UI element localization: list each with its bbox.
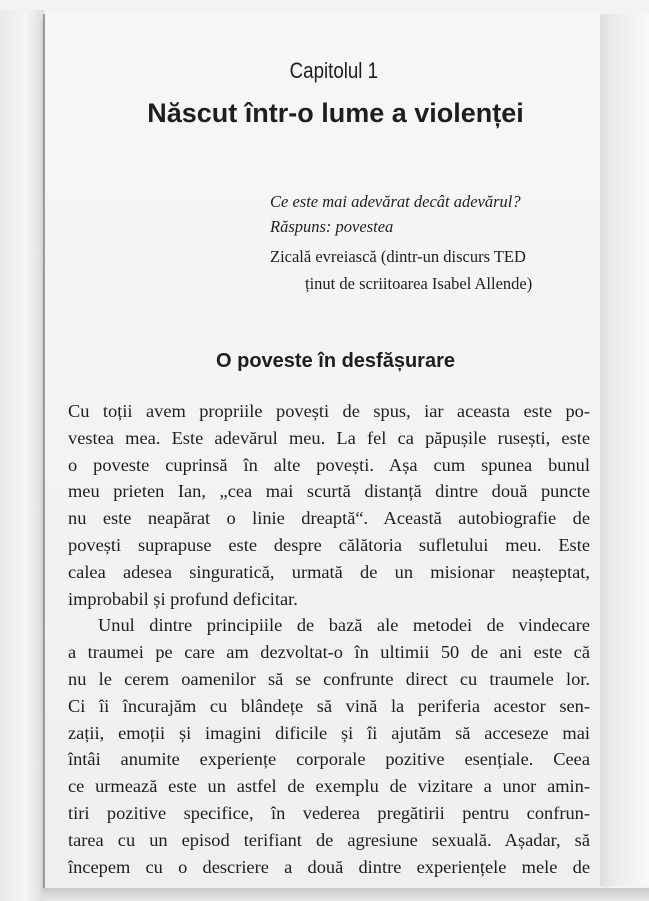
book-bottom-edge [43,888,649,901]
body-text [68,398,590,880]
text-line: Ci îi încurajăm cu blândețe să vină la periferia acestor sen- [68,695,590,716]
epigraph-line: Ce este mai adevărat decât adevărul? [270,192,521,211]
text-line: a traumei pe care am dezvoltat-o în ultimii 50 de ani este că [68,642,590,663]
text-line: improbabil și profund deficitar. [68,588,298,609]
epigraph-source: Zicală evreiască (dintr-un discurs TED [270,247,526,266]
text-line: tarea cu un episod terifiant de agresiune sexuală. Așadar, să [68,829,590,850]
page-stack-edge [600,14,649,886]
chapter-title: Născut într-o lume a violenței [147,98,524,128]
text-line: nu le cerem oamenilor să se confrunte direct cu traumele lor. [68,668,590,689]
text-line: povești suprapuse este despre călătoria sufletului meu. Este [68,534,590,555]
text-line: o poveste cuprinsă în alte povești. Așa cum spunea bunul [68,454,590,475]
text-line: tiri pozitive specifice, în vederea pregătirii pentru confrun- [68,802,590,823]
text-line: ce urmează este un astfel de exemplu de vizitare a unor amin- [68,776,590,797]
epigraph-source: ținut de scriitoarea Isabel Allende) [305,274,533,293]
text-line: Cu toții avem propriile povești de spus, iar aceasta este po- [68,401,590,421]
text-line: meu prieten Ian, „cea mai scurtă distanță dintre două puncte [68,481,590,502]
epigraph-line: Răspuns: povestea [270,217,394,236]
text-line: începem cu o descriere a două dintre experiențele mele de [68,856,590,877]
text-line: zații, emoții și imagini dificile și îi ajutăm să acceseze mai [68,722,590,743]
text-line: nu este neapărat o linie dreaptă“. Această autobiografie de [68,508,590,529]
text-line: vestea mea. Este adevărul meu. La fel ca păpușile rusești, este [68,427,590,448]
section-title: O poveste în desfășurare [216,350,455,372]
text-line: întâi anumite experiențe corporale pozitive esențiale. Ceea [68,749,590,770]
left-page-edge [0,10,44,901]
text-line: calea adesea singuratică, urmată de un misionar neașteptat, [68,561,590,582]
text-line: Unul dintre principiile de bază ale metodei de vindecare [98,615,590,636]
chapter-label: Capitolul 1 [289,58,379,83]
